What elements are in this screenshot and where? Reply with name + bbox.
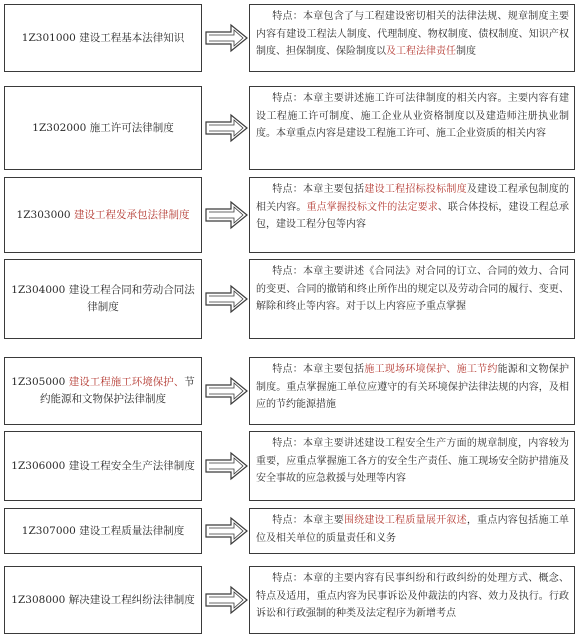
chapter-title-box xyxy=(4,259,202,339)
chapter-description-box xyxy=(249,508,575,554)
chapter-description-box xyxy=(249,4,575,72)
chapter-title-box xyxy=(4,566,202,634)
right-arrow-icon xyxy=(205,113,249,143)
right-arrow-icon xyxy=(205,585,249,615)
chapter-description-text: 特点：本章包含了与工程建设密切相关的法律法规、规章制度主要内容有建设工程法人制度、代理制度、物权制度、债权制度、知识产权制度、担保制度、保险制度以 xyxy=(256,11,569,57)
chapter-description-box xyxy=(249,357,575,425)
chapter-title-text: 建设工程安全生产法律制度 xyxy=(68,459,195,472)
chapter-description-text: 、联合体投标，建设工程总承包，建设工程分包等内容 xyxy=(256,201,570,230)
chapter-title-box xyxy=(4,431,202,501)
chapter-code: 1Z305000 xyxy=(11,376,66,388)
chapter-description-text: 特点：本章主要讲述施工许可法律制度的相关内容。主要内容有建设工程施工许可制度、施工企业从业资格制度以及建造师注册执业制度。本章重点内容是建设工程施工许可、施工企业资质的相关内容 xyxy=(256,93,569,139)
chapter-title-box xyxy=(4,177,202,253)
chapter-description-box xyxy=(249,86,575,170)
chapter-title-text: 解决建设工程纠纷法律制度 xyxy=(68,593,195,606)
chapter-title xyxy=(11,592,194,609)
chapter-title xyxy=(11,282,195,316)
chapter-code: 1Z302000 xyxy=(32,121,87,134)
chapter-row xyxy=(0,566,580,634)
chapter-description-text: 重点掌握投标文件的法定要求 xyxy=(306,201,438,213)
chapter-title xyxy=(11,374,195,408)
chapter-description-text: 施工现场环境保护、施工节约 xyxy=(364,364,498,375)
chapter-description-box xyxy=(249,177,575,253)
chapter-description-box xyxy=(249,566,575,634)
chapter-code: 1Z307000 xyxy=(21,524,76,537)
chapter-title xyxy=(32,120,173,137)
chapter-code: 1Z301000 xyxy=(21,31,76,44)
chapter-title-box xyxy=(4,4,202,72)
chapter-title-text: 建设工程合同和劳动合同法律制度 xyxy=(68,284,195,313)
chapter-code: 1Z304000 xyxy=(11,284,66,296)
chapter-description-text: 围绕建设工程质量展开叙述 xyxy=(343,515,467,526)
chapter-description-text: ，重点内容包括施工单位及相关单位的质量责任和义务 xyxy=(256,515,570,544)
chapter-row xyxy=(0,259,580,339)
chapter-description-text: 制度 xyxy=(456,46,476,57)
chapter-description-text: 建设工程招标投标制度 xyxy=(364,184,467,195)
chapter-description-text: 特点：本章主要包括 xyxy=(272,184,365,195)
chapter-title-text: 建设工程基本法律知识 xyxy=(79,31,185,44)
right-arrow-icon xyxy=(205,376,249,406)
chapter-description-box xyxy=(249,431,575,501)
chapter-description-text: 特点：本章主要讲述《合同法》对合同的订立、合同的效力、合同的变更、合同的撤销和终止所作出的规定以及劳动合同的履行、变更、解除和终止等内容。对于以上内容应予重点掌握 xyxy=(256,266,569,312)
chapter-title-box xyxy=(4,357,202,425)
chapter-row xyxy=(0,431,580,501)
chapter-description-text: 及工程法律责任 xyxy=(386,46,456,57)
chapter-row xyxy=(0,86,580,170)
chapter-title xyxy=(22,30,184,47)
chapter-description-box xyxy=(249,259,575,339)
chapter-row xyxy=(0,508,580,554)
chapter-title xyxy=(11,458,194,475)
chapter-description-text: 特点：本章主要 xyxy=(272,515,344,526)
chapter-description-text: 及建设工程承包制度的相关内容。 xyxy=(256,184,570,213)
chapter-title xyxy=(22,523,184,540)
chapter-code: 1Z306000 xyxy=(11,459,66,472)
chapter-code: 1Z303000 xyxy=(16,208,71,221)
chapter-description-text: 特点：本章主要包括 xyxy=(272,364,365,375)
chapter-title-text: 建设工程施工环境保护、 xyxy=(68,376,185,388)
right-arrow-icon xyxy=(205,23,249,53)
chapter-description-text: 能源和文物保护制度。重点掌握施工单位应遵守的有关环境保护法律法规的内容，及相应的节约能源措施 xyxy=(256,364,570,410)
chapter-code: 1Z308000 xyxy=(11,593,66,606)
chapter-title-text: 建设工程发承包法律制度 xyxy=(73,208,190,221)
chapter-title-text: 节约能源和文物保护法律制度 xyxy=(40,376,195,405)
chapter-title-box xyxy=(4,86,202,170)
chapter-title-box xyxy=(4,508,202,554)
chapter-row xyxy=(0,357,580,425)
chapter-title-text: 施工许可法律制度 xyxy=(89,121,174,134)
right-arrow-icon xyxy=(205,516,249,546)
chapter-title-text: 建设工程质量法律制度 xyxy=(79,524,185,537)
chapter-row xyxy=(0,177,580,253)
chapter-description-text: 特点：本章主要讲述建设工程安全生产方面的规章制度，内容较为重要，应重点掌握施工各方的安全生产责任、施工现场安全防护措施及安全事故的应急救援与处理等内容 xyxy=(256,438,569,484)
chapter-title xyxy=(17,207,190,224)
chapter-row xyxy=(0,4,580,72)
chapter-description-text: 特点：本章的主要内容有民事纠纷和行政纠纷的处理方式、概念、特点及适用，重点内容为民事诉讼及仲裁法的内容、效力及执行。行政诉讼和行政强制的种类及法定程序为新增考点 xyxy=(256,573,569,619)
right-arrow-icon xyxy=(205,200,249,230)
right-arrow-icon xyxy=(205,451,249,481)
right-arrow-icon xyxy=(205,284,249,314)
